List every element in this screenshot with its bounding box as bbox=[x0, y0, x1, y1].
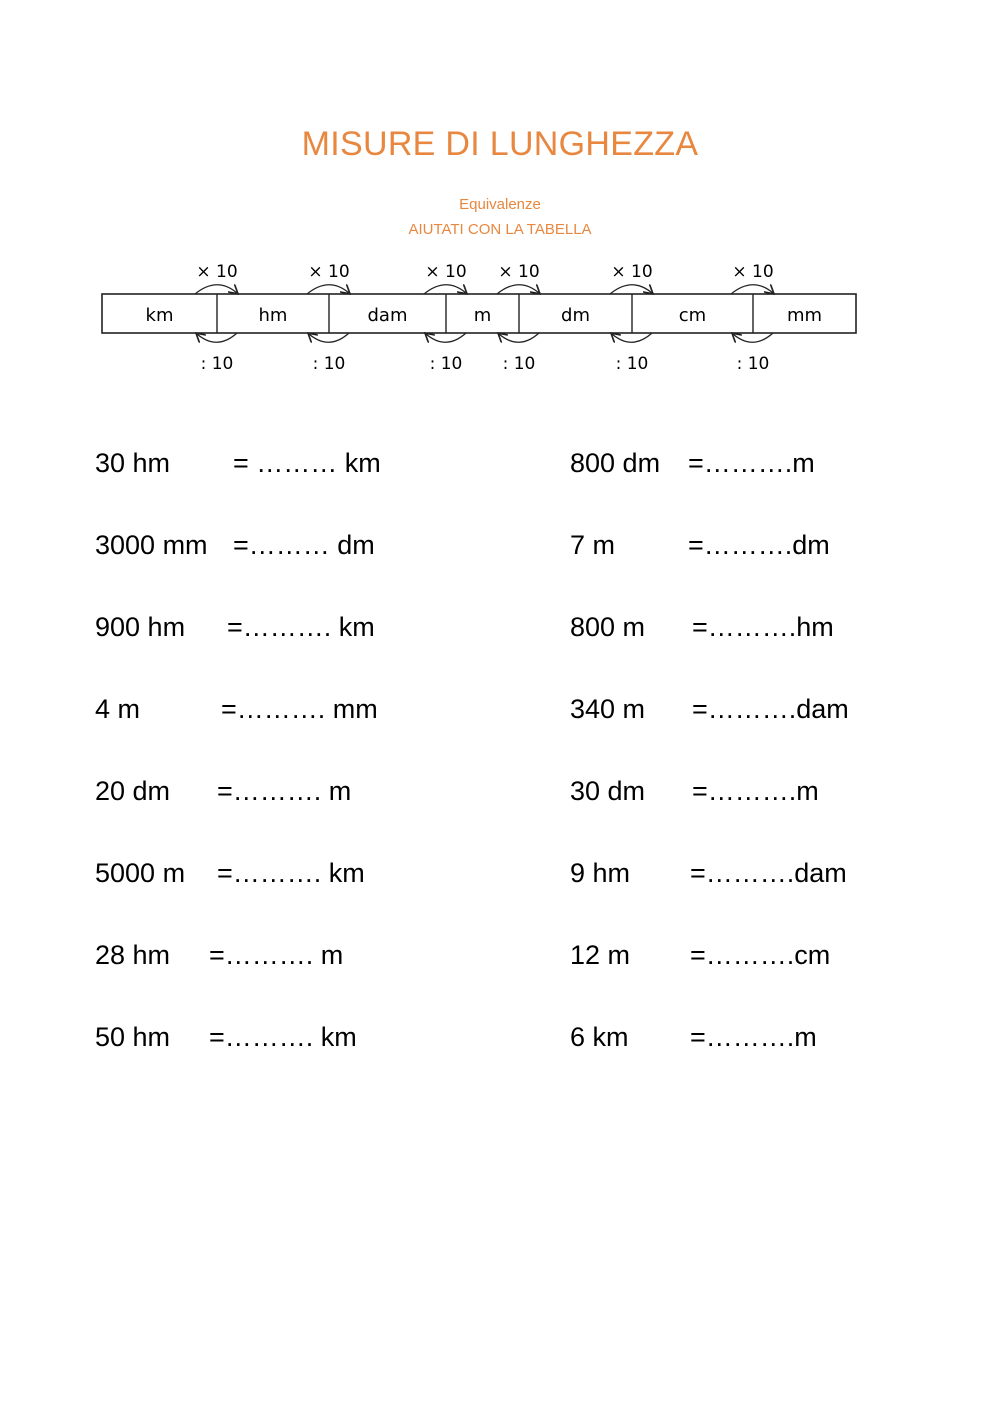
exercise-answer-blank: =………. mm bbox=[221, 694, 378, 724]
exercise-quantity: 30 hm bbox=[95, 448, 171, 478]
divide-arrow-icon bbox=[309, 333, 349, 342]
exercise-answer-blank: =……….cm bbox=[690, 940, 831, 970]
multiply-arrow-icon bbox=[195, 285, 237, 294]
exercise-quantity: 6 km bbox=[570, 1022, 629, 1052]
multiply-arrow-icon bbox=[424, 285, 466, 294]
exercise-answer-blank: =……….dm bbox=[688, 530, 830, 560]
multiply-arrow-icon bbox=[307, 285, 349, 294]
unit-cell-mm: mm bbox=[786, 305, 823, 326]
exercise-quantity: 900 hm bbox=[95, 612, 186, 642]
multiply-label: × 10 bbox=[498, 262, 540, 282]
divide-label: : 10 bbox=[736, 354, 770, 374]
exercise-answer-blank: =……….dam bbox=[692, 694, 849, 724]
exercise-quantity: 3000 mm bbox=[95, 530, 208, 560]
multiply-arrow-icon bbox=[731, 285, 773, 294]
multiply-label: × 10 bbox=[425, 262, 467, 282]
unit-cell-dam: dam bbox=[367, 305, 408, 326]
exercise-quantity: 9 hm bbox=[570, 858, 631, 888]
exercise-answer-blank: =………. m bbox=[209, 940, 344, 970]
divide-arrow-icon bbox=[426, 333, 466, 342]
page-subtitle: Equivalenze bbox=[459, 196, 541, 213]
exercise-answer-blank: =………. km bbox=[209, 1022, 357, 1052]
unit-cell-cm: cm bbox=[678, 305, 707, 326]
divide-label: : 10 bbox=[615, 354, 649, 374]
divide-label: : 10 bbox=[312, 354, 346, 374]
unit-cell-dm: dm bbox=[561, 305, 590, 326]
unit-cell-km: km bbox=[145, 305, 174, 326]
page-title: MISURE DI LUNGHEZZA bbox=[301, 125, 699, 163]
exercise-quantity: 4 m bbox=[95, 694, 141, 724]
divide-label: : 10 bbox=[200, 354, 234, 374]
multiply-label: × 10 bbox=[308, 262, 350, 282]
multiply-label: × 10 bbox=[611, 262, 653, 282]
exercise-quantity: 7 m bbox=[570, 530, 616, 560]
divide-arrow-icon bbox=[499, 333, 539, 342]
exercise-quantity: 340 m bbox=[570, 694, 646, 724]
multiply-arrow-icon bbox=[610, 285, 652, 294]
exercise-quantity: 30 dm bbox=[570, 776, 646, 806]
multiply-arrow-icon bbox=[497, 285, 539, 294]
exercise-answer-blank: =………. km bbox=[217, 858, 365, 888]
exercise-answer-blank: =……….hm bbox=[692, 612, 834, 642]
exercise-quantity: 5000 m bbox=[95, 858, 186, 888]
divide-arrow-icon bbox=[733, 333, 773, 342]
exercise-quantity: 20 dm bbox=[95, 776, 171, 806]
length-units-table bbox=[100, 255, 860, 380]
divide-arrow-icon bbox=[612, 333, 652, 342]
divide-label: : 10 bbox=[429, 354, 463, 374]
exercise-quantity: 800 m bbox=[570, 612, 646, 642]
unit-cell-hm: hm bbox=[258, 305, 288, 326]
exercise-quantity: 12 m bbox=[570, 940, 631, 970]
exercise-answer-blank: =……….dam bbox=[690, 858, 847, 888]
exercise-quantity: 800 dm bbox=[570, 448, 661, 478]
exercise-answer-blank: =……… dm bbox=[233, 530, 375, 560]
multiply-label: × 10 bbox=[196, 262, 238, 282]
page-instruction: AIUTATI CON LA TABELLA bbox=[408, 221, 592, 238]
unit-cell-m: m bbox=[473, 305, 492, 326]
exercise-answer-blank: = ……… km bbox=[233, 448, 381, 478]
exercise-answer-blank: =……….m bbox=[690, 1022, 817, 1052]
divide-arrow-icon bbox=[197, 333, 237, 342]
divide-label: : 10 bbox=[502, 354, 536, 374]
exercise-quantity: 28 hm bbox=[95, 940, 171, 970]
multiply-label: × 10 bbox=[732, 262, 774, 282]
exercise-quantity: 50 hm bbox=[95, 1022, 171, 1052]
exercise-answer-blank: =……….m bbox=[688, 448, 815, 478]
exercise-answer-blank: =……….m bbox=[692, 776, 819, 806]
exercise-answer-blank: =………. m bbox=[217, 776, 352, 806]
exercise-answer-blank: =………. km bbox=[227, 612, 375, 642]
